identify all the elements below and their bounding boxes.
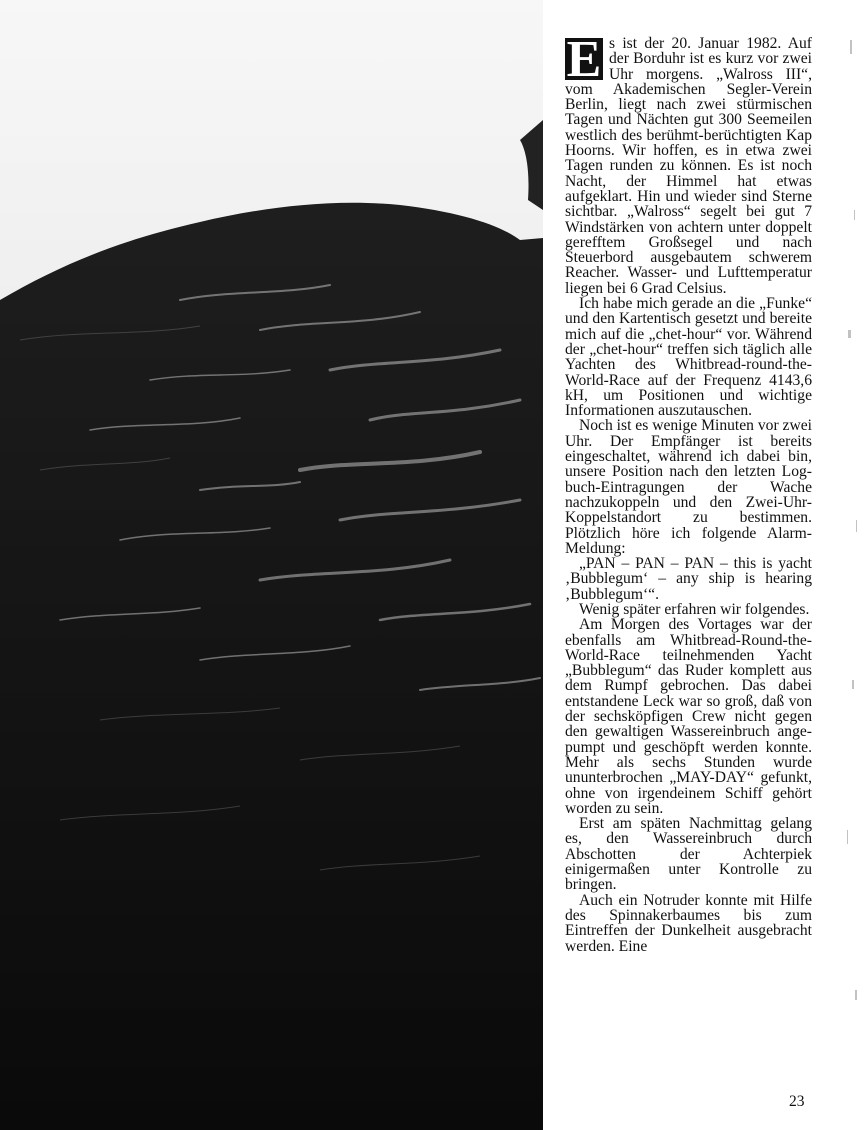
article-paragraph: Am Morgen des Vortages war der ebenfalls am Whitbread-Round-the-World-Race teilnehmenden Yacht „Bubblegum“ das Ruder komplett aus dem Rumpf gebrochen. Das dabei entstandene Leck war so groß, daß von der sechsköpfigen Crew nicht gegen den gewaltigen Wassereinbruch angepumpt und geschöpft werden konnte. Mehr als sechs Stunden wurde ununterbrochen „MAY-DAY“ gefunkt, ohne von irgendeinem Schiff gehört worden zu sein.: [565, 616, 812, 817]
paragraph-text: s ist der 20. Januar 1982. Auf der Borduhr ist es kurz vor zwei Uhr morgens. „Walross III“, vom Akademischen Segler-Verein Berlin, liegt nach zwei stürmischen Tagen und Nächten gut 300 Seemeilen westlich des berühmt-berüchtigten Kap Hoorns. Wir hoffen, es in etwa zwei Tagen runden zu können. Es ist noch Nacht, der Himmel hat etwas aufgeklart. Hin und wieder sind Sterne sichtbar. „Walross“ segelt bei gut 7 Windstärken von achtern unter doppelt gerefftem Großsegel und nach Steuerbord ausgebautem schwerem Reacher. Wasser- und Lufttemperatur liegen bei 6 Grad Celsius.: [565, 35, 812, 297]
article-paragraph: Auch ein Notruder konnte mit Hilfe des Spinnakerbaumes bis zum Eintreffen der Dunkelheit ausgebracht werden. Eine: [565, 891, 812, 955]
page-edge-texture: [842, 0, 864, 1130]
page-number: 23: [789, 1093, 805, 1110]
drop-cap: E: [566, 31, 602, 88]
article-paragraph: [565, 31, 812, 297]
article-paragraph: Noch ist es wenige Minuten vor zwei Uhr. Der Empfänger ist bereits eingeschaltet, während ich dabei bin, unsere Position nach den letzten Logbuch-Eintragungen der Wache nachzukoppeln und den Zwei-Uhr-Koppelstandort zu bestimmen. Plötzlich höre ich folgende Alarm-Meldung:: [565, 417, 812, 557]
article-paragraph: Ich habe mich gerade an die „Funke“ und den Kartentisch gesetzt und bereite mich auf die „chet-hour“ vor. Während der „chet-hour“ treffen sich täglich alle Yachten des Whitbread-round-the-World-Race auf der Frequenz 4143,6 kH, um Positionen und wichtige Informationen auszutauschen.: [565, 295, 812, 420]
article-paragraph: „PAN – PAN – PAN – this is yacht ‚Bubblegum‘ – any ship is hearing ‚Bubblegum‘“.: [565, 555, 812, 603]
article-paragraph: Erst am späten Nachmittag gelang es, den Wassereinbruch durch Abschotten der Achterpiek einigermaßen unter Kontrolle zu bringen.: [565, 815, 812, 894]
article-column: [565, 31, 812, 955]
article-paragraph: Wenig später erfahren wir folgendes.: [579, 600, 810, 618]
